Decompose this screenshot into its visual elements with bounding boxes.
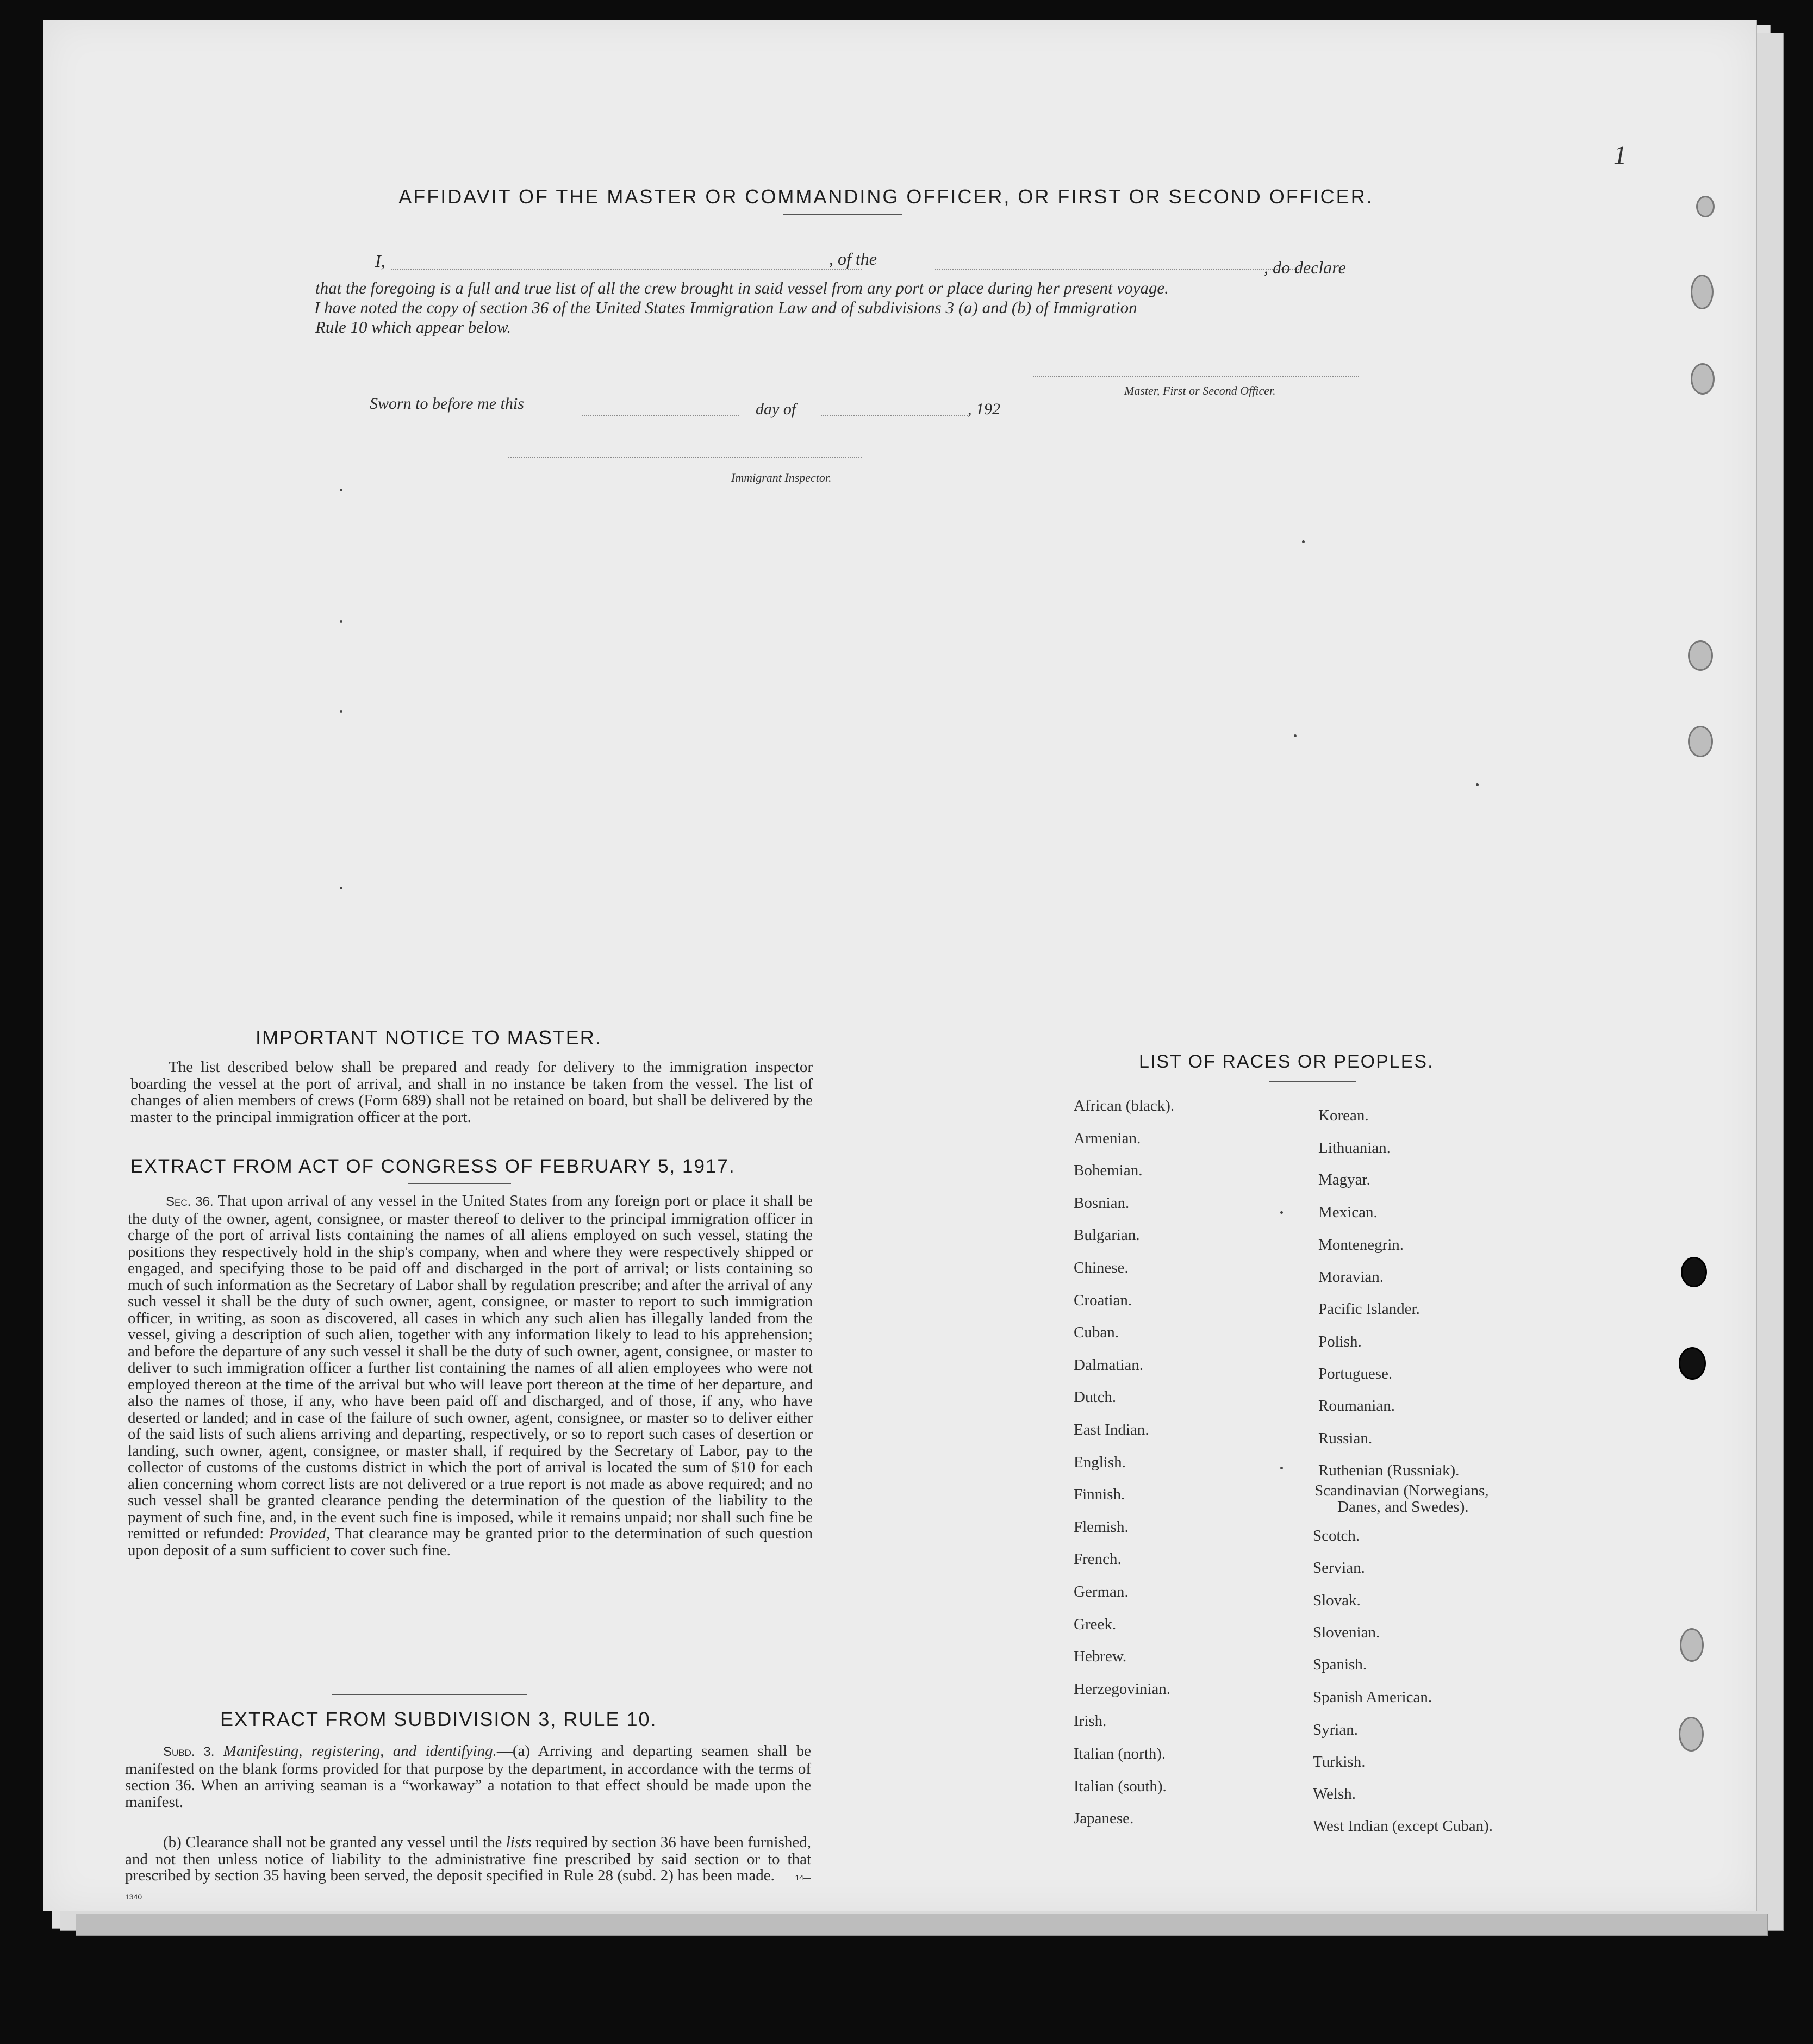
race-item: Welsh.	[1313, 1785, 1356, 1803]
race-item: Hebrew.	[1074, 1648, 1127, 1666]
section-36-text	[128, 1193, 813, 1559]
subd-b-body-2: required by section 36 have been furnished, and not then unless notice of liability to the administrative fine prescribed by said section or to that prescribed by section 35 having been served, the deposit specified in Rule 28 (subd. 2) has been made.	[125, 1834, 812, 1884]
page-number: 1	[1613, 141, 1627, 170]
year-label: , 192	[968, 400, 1000, 418]
race-item: Korean.	[1318, 1107, 1369, 1124]
document-page	[43, 20, 1756, 1911]
section-36-tail: That clearance may be granted prior to the determination of such question upon deposit of a sum sufficient to cover such fine.	[128, 1525, 813, 1559]
race-item: Moravian.	[1318, 1268, 1384, 1286]
race-item: English.	[1074, 1453, 1126, 1471]
race-item: Italian (south).	[1074, 1777, 1167, 1795]
day-of-label: day of	[756, 400, 796, 418]
race-item: Cuban.	[1074, 1324, 1119, 1342]
section-label: Sec. 36.	[166, 1194, 214, 1209]
punch-hole	[1691, 275, 1714, 309]
provided-word: Provided,	[269, 1525, 331, 1542]
scan-speck	[1302, 540, 1305, 543]
scan-speck	[340, 489, 342, 491]
race-item: Slovak.	[1313, 1592, 1361, 1609]
race-item: Italian (north).	[1074, 1745, 1166, 1762]
notice-text: The list described below shall be prepared and ready for delivery to the immigration inspector boarding the vessel at the port of arrival, and shall in no instance be taken from the vessel. The list of changes of alien members of crews (Form 689) shall not be retained on board, but shall be delivered by the master to the principal immigration officer at the port.	[130, 1058, 813, 1126]
race-item: Mexican.	[1318, 1204, 1378, 1221]
race-item: Roumanian.	[1318, 1397, 1395, 1414]
race-item: Japanese.	[1074, 1810, 1134, 1828]
rule-heading-top-rule	[332, 1694, 527, 1695]
name-blank-line[interactable]	[391, 269, 862, 270]
punch-hole	[1681, 1257, 1707, 1287]
race-item: Armenian.	[1074, 1129, 1141, 1147]
race-item: Dalmatian.	[1074, 1356, 1144, 1374]
section-36-body: That upon arrival of any vessel in the United States from any foreign port or place it shall be the duty of the owner, agent, consignee, or master thereof to deliver to the principal immigration officer in charge of the port of arrival lists containing the names of all aliens employed on such vessel, stating the positions they respectively hold in the ship's company, when and where they were respectively shipped or engaged, and specifying those to be paid off and discharged in the port of arrival; or lists containing so much of such information as the Secretary of Labor shall by regulation prescribe; and after the arrival of any such vessel it shall be the duty of such owner, agent, consignee, or master to report to such immigration officer, in writing, as soon as discovered, all cases in which any such alien has illegally landed from the vessel, giving a description of such alien, together with any information likely to lead to his apprehension; and before the departure of any such vessel it shall be the duty of such owner, agent, consignee, or master to deliver to such immigration officer a further list containing the names of all alien employees who were not employed thereon at the time of the arrival but who will leave port thereon at the time of her departure, and also the names of those, if any, who have been paid off and discharged, and of those, if any, who have deserted or landed; and in case of the failure of such owner, agent, consignee, or master so to deliver either of the said lists of such aliens arriving and departing, respectively, or so to report such cases of desertion or landing, such owner, agent, consignee, or master shall, if required by the Secretary of Labor, pay to the collector of customs of the customs district in which the port of arrival is located the sum of $10 for each alien concerning whom correct lists are not delivered or a true report is not made as above required; and no such vessel shall be granted clearance pending the determination of the question of the liability to the payment of such fine, and, in the event such fine is imposed, while it remains unpaid; nor shall such fine be remitted or refunded:	[128, 1192, 813, 1542]
race-item: German.	[1074, 1583, 1129, 1600]
race-item: Herzegovinian.	[1074, 1680, 1170, 1698]
scan-speck	[340, 887, 342, 889]
race-item: Portuguese.	[1318, 1365, 1393, 1382]
subd-b-lists: lists	[506, 1834, 532, 1851]
race-item: Bosnian.	[1074, 1194, 1130, 1212]
race-item: Irish.	[1074, 1712, 1107, 1730]
race-item: West Indian (except Cuban).	[1313, 1817, 1493, 1835]
punch-hole	[1691, 363, 1715, 395]
inspector-signature-line[interactable]	[508, 457, 862, 458]
race-item: Flemish.	[1074, 1518, 1129, 1536]
subd-title: Manifesting, registering, and identifying.	[223, 1742, 497, 1760]
races-heading-rule	[1269, 1081, 1356, 1082]
race-item: Magyar.	[1318, 1171, 1370, 1188]
page-edge-line	[1756, 20, 1757, 1911]
race-item: Montenegrin.	[1318, 1236, 1404, 1254]
race-item: Greek.	[1074, 1615, 1117, 1633]
punch-hole	[1688, 726, 1713, 757]
scan-speck	[340, 710, 342, 713]
race-item: Chinese.	[1074, 1259, 1129, 1276]
page-bottom-shadow	[76, 1914, 1768, 1936]
race-item: Russian.	[1318, 1430, 1373, 1447]
title-rule	[783, 214, 902, 215]
punch-hole	[1680, 1628, 1704, 1662]
inspector-signature-label: Immigrant Inspector.	[731, 471, 832, 484]
affidavit-line-4: Rule 10 which appear below.	[315, 317, 512, 336]
affidavit-line-2: that the foregoing is a full and true list of all the crew brought in said vessel from any port or place during her present voyage.	[315, 278, 1169, 297]
affidavit-do-declare: , do declare	[1264, 258, 1346, 277]
punch-hole	[1696, 196, 1715, 217]
scan-speck	[1280, 1211, 1283, 1214]
subd-a-body: —(a) Arriving and departing seamen shall be manifested on the blank forms provided for that purpose by the department, in accordance with the terms of section 36. When an arriving seaman is a “workaway” a notation to that effect should be made upon the manifest.	[125, 1742, 811, 1811]
scan-speck	[1476, 783, 1479, 786]
affidavit-line-3: I have noted the copy of section 36 of the United States Immigration Law and of subdivisions 3 (a) and (b) of Immigration	[314, 298, 1137, 317]
subd-label: Subd. 3.	[163, 1744, 215, 1759]
scan-speck	[340, 620, 342, 623]
race-item: Syrian.	[1313, 1721, 1358, 1738]
punch-hole	[1679, 1717, 1704, 1752]
scan-speck	[1280, 1467, 1283, 1469]
race-item: Spanish.	[1313, 1656, 1367, 1673]
act-heading-rule	[408, 1183, 511, 1184]
race-item: Lithuanian.	[1318, 1139, 1391, 1157]
form-code: 14—1340	[125, 1873, 812, 1901]
race-item: Slovenian.	[1313, 1624, 1380, 1641]
race-item: Danes, and Swedes).	[1337, 1498, 1469, 1516]
punch-hole	[1679, 1347, 1706, 1380]
race-item: Spanish American.	[1313, 1688, 1432, 1706]
subdivision-a-text	[125, 1743, 811, 1810]
race-item: Scotch.	[1313, 1527, 1360, 1544]
punch-hole	[1688, 640, 1713, 671]
scan-speck	[1294, 734, 1297, 737]
notice-heading: IMPORTANT NOTICE TO MASTER.	[256, 1026, 602, 1049]
race-item: African (black).	[1074, 1097, 1175, 1114]
master-signature-line[interactable]	[1033, 376, 1359, 377]
race-item: Bulgarian.	[1074, 1226, 1140, 1244]
race-item: Ruthenian (Russniak).	[1318, 1462, 1460, 1479]
race-item: Turkish.	[1313, 1753, 1366, 1771]
rule-extract-heading: EXTRACT FROM SUBDIVISION 3, RULE 10.	[220, 1708, 657, 1730]
vessel-blank-line[interactable]	[935, 269, 1299, 270]
race-item: Dutch.	[1074, 1388, 1117, 1406]
race-item: French.	[1074, 1550, 1122, 1568]
races-heading: LIST OF RACES OR PEOPLES.	[1139, 1051, 1434, 1072]
race-item: Finnish.	[1074, 1486, 1125, 1504]
race-item: Scandinavian (Norwegians,	[1314, 1482, 1489, 1499]
race-item: Servian.	[1313, 1559, 1365, 1576]
act-extract-heading: EXTRACT FROM ACT OF CONGRESS OF FEBRUARY 5, 1917.	[130, 1156, 736, 1177]
race-item: Polish.	[1318, 1333, 1362, 1350]
affidavit-of-the: , of the	[829, 249, 877, 269]
race-item: Croatian.	[1074, 1291, 1132, 1309]
subd-b-label: (b)	[163, 1834, 182, 1851]
sworn-day-line[interactable]	[582, 415, 739, 416]
subdivision-b-text	[125, 1834, 811, 1905]
race-item: Pacific Islander.	[1318, 1300, 1420, 1318]
race-item: Bohemian.	[1074, 1162, 1143, 1180]
master-signature-label: Master, First or Second Officer.	[1124, 384, 1276, 397]
affidavit-i-label: I,	[375, 251, 385, 271]
affidavit-title: AFFIDAVIT OF THE MASTER OR COMMANDING OFFICER, OR FIRST OR SECOND OFFICER.	[398, 185, 1374, 208]
subd-b-body-1: Clearance shall not be granted any vessel until the	[185, 1834, 502, 1851]
sworn-month-line[interactable]	[821, 415, 968, 416]
race-item: East Indian.	[1074, 1421, 1149, 1438]
sworn-label: Sworn to before me this	[370, 395, 524, 413]
